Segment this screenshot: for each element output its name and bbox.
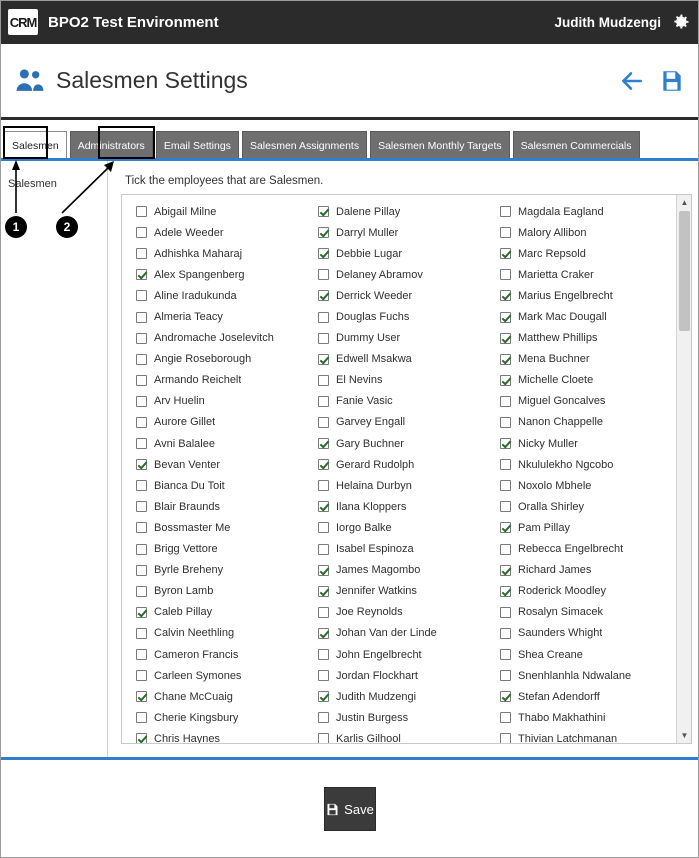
employee-row[interactable] <box>310 243 492 264</box>
employee-checkbox[interactable] <box>500 459 511 470</box>
employee-name-label: Armando Reichelt <box>154 374 242 387</box>
employee-name-label: El Nevins <box>336 374 383 387</box>
left-rail-label: Salesmen <box>8 178 57 190</box>
employee-name-label: Arv Huelin <box>154 395 205 408</box>
employee-checkbox[interactable] <box>136 206 147 217</box>
employee-row[interactable] <box>128 581 310 602</box>
employee-checkbox[interactable] <box>318 417 329 428</box>
employee-checkbox[interactable] <box>136 438 147 449</box>
employee-name-label: Thivian Latchmanan <box>518 732 618 744</box>
employee-row[interactable] <box>492 517 674 538</box>
employee-row[interactable] <box>128 454 310 475</box>
employee-checkbox[interactable] <box>136 670 147 681</box>
employee-name-label: Mena Buchner <box>518 353 590 366</box>
employee-name-label: Rosalyn Simacek <box>518 606 603 619</box>
employee-row[interactable] <box>310 644 492 665</box>
employee-name-label: Darryl Muller <box>336 226 399 239</box>
employee-name-label: Miguel Goncalves <box>518 395 606 408</box>
employee-row[interactable] <box>492 201 674 222</box>
left-rail <box>0 161 107 757</box>
employee-name-label: Caleb Pillay <box>154 606 213 619</box>
employee-checkbox[interactable] <box>500 290 511 301</box>
employee-checkbox[interactable] <box>500 396 511 407</box>
employee-row[interactable] <box>128 370 310 391</box>
employee-name-label: Michelle Cloete <box>518 374 594 387</box>
employee-row[interactable] <box>492 539 674 560</box>
employee-checkbox[interactable] <box>318 227 329 238</box>
save-button[interactable] <box>324 787 376 831</box>
employee-name-label: Matthew Phillips <box>518 332 598 345</box>
employee-name-label: Isabel Espinoza <box>336 543 414 556</box>
employee-row[interactable] <box>128 539 310 560</box>
tab-label: Salesmen Assignments <box>249 140 360 152</box>
employee-row[interactable] <box>492 665 674 686</box>
employee-row[interactable] <box>310 391 492 412</box>
employee-row[interactable] <box>492 728 674 744</box>
employee-name-label: Magdala Eagland <box>518 205 604 218</box>
employee-row[interactable] <box>310 496 492 517</box>
employee-name-label: Gary Buchner <box>336 437 404 450</box>
tab-salesmen-monthly-targets[interactable] <box>370 131 510 160</box>
employee-row[interactable] <box>128 306 310 327</box>
employee-row[interactable] <box>128 686 310 707</box>
employee-row[interactable] <box>128 201 310 222</box>
tab-salesmen-commercials[interactable] <box>513 131 640 160</box>
panel-instruction: Tick the employees that are Salesmen. <box>125 175 324 187</box>
employee-name-label: Pam Pillay <box>518 521 570 534</box>
employee-row[interactable] <box>310 728 492 744</box>
employee-name-label: Noxolo Mbhele <box>518 479 592 492</box>
employee-checkbox[interactable] <box>500 227 511 238</box>
employee-checkbox[interactable] <box>136 712 147 723</box>
employee-name-label: Thabo Makhathini <box>518 711 606 724</box>
employee-row[interactable] <box>128 243 310 264</box>
employee-name-label: Douglas Fuchs <box>336 311 410 324</box>
employee-row[interactable] <box>128 433 310 454</box>
employee-name-label: Malory Allibon <box>518 226 587 239</box>
employee-name-label: Bianca Du Toit <box>154 479 225 492</box>
employee-checkbox[interactable] <box>136 269 147 280</box>
employee-row[interactable] <box>492 222 674 243</box>
employee-row[interactable] <box>310 686 492 707</box>
employee-name-label: Blair Braunds <box>154 500 221 513</box>
employee-name-label: Calvin Neethling <box>154 627 235 640</box>
employee-row[interactable] <box>492 391 674 412</box>
employee-row[interactable] <box>492 328 674 349</box>
employee-row[interactable] <box>128 517 310 538</box>
employee-checkbox[interactable] <box>500 649 511 660</box>
employee-row[interactable] <box>310 581 492 602</box>
employee-checkbox[interactable] <box>136 586 147 597</box>
employee-row[interactable] <box>128 665 310 686</box>
employee-checkbox[interactable] <box>318 670 329 681</box>
employee-name-label: Avni Balalee <box>154 437 215 450</box>
employee-checkbox[interactable] <box>136 375 147 386</box>
employee-checkbox[interactable] <box>318 586 329 597</box>
employee-checkbox[interactable] <box>318 354 329 365</box>
employee-name-label: Joe Reynolds <box>336 606 403 619</box>
employee-checkbox[interactable] <box>136 649 147 660</box>
employee-name-label: Gerard Rudolph <box>336 458 415 471</box>
employee-row[interactable] <box>492 623 674 644</box>
employee-name-label: Marietta Craker <box>518 268 594 281</box>
employee-checkbox[interactable] <box>136 312 147 323</box>
employee-checkbox[interactable] <box>318 269 329 280</box>
current-user-label: Judith Mudzengi <box>554 14 661 30</box>
save-disk-icon[interactable] <box>659 68 685 94</box>
employee-checkbox[interactable] <box>136 459 147 470</box>
employee-name-label: Andromache Joselevitch <box>154 332 274 345</box>
employee-checkbox[interactable] <box>500 312 511 323</box>
employee-name-label: Judith Mudzengi <box>336 690 417 703</box>
employee-row[interactable] <box>310 285 492 306</box>
scrollbar-thumb[interactable] <box>679 211 690 331</box>
employee-name-label: Fanie Vasic <box>336 395 393 408</box>
employee-checkbox[interactable] <box>500 438 511 449</box>
employee-name-label: Dalene Pillay <box>336 205 401 218</box>
list-scrollbar[interactable] <box>676 195 691 743</box>
environment-title: BPO2 Test Environment <box>48 13 219 31</box>
page-header <box>0 44 699 120</box>
employee-name-label: Garvey Engall <box>336 416 406 429</box>
employee-checkbox[interactable] <box>136 544 147 555</box>
save-disk-icon <box>325 802 340 817</box>
employee-checkbox[interactable] <box>318 501 329 512</box>
employee-checkbox[interactable] <box>500 206 511 217</box>
employee-checkbox[interactable] <box>318 522 329 533</box>
employee-checkbox[interactable] <box>136 480 147 491</box>
employee-row[interactable] <box>310 665 492 686</box>
employee-checkbox[interactable] <box>318 607 329 618</box>
page-title: Salesmen Settings <box>56 67 248 93</box>
employee-checkbox[interactable] <box>318 544 329 555</box>
employee-name-label: Chane McCuaig <box>154 690 233 703</box>
employee-name-label: Richard James <box>518 564 592 577</box>
employee-column-3 <box>492 201 674 744</box>
employee-name-label: Helaina Durbyn <box>336 479 412 492</box>
employee-checkbox[interactable] <box>136 628 147 639</box>
employee-name-label: Angie Roseborough <box>154 353 252 366</box>
employee-columns <box>128 201 674 744</box>
employee-checkbox[interactable] <box>318 375 329 386</box>
employee-column-1 <box>128 201 310 744</box>
employee-name-label: Nkululekho Ngcobo <box>518 458 614 471</box>
employee-name-label: Iorgo Balke <box>336 521 392 534</box>
employee-row[interactable] <box>310 349 492 370</box>
save-bar <box>0 760 699 858</box>
employee-name-label: Almeria Teacy <box>154 311 223 324</box>
employee-row[interactable] <box>310 454 492 475</box>
employee-name-label: Alex Spangenberg <box>154 268 245 281</box>
employee-checkbox[interactable] <box>318 628 329 639</box>
employee-checkbox[interactable] <box>136 248 147 259</box>
annotation-marker-2 <box>56 216 78 238</box>
employee-row[interactable] <box>128 349 310 370</box>
employee-row[interactable] <box>492 285 674 306</box>
employee-checkbox[interactable] <box>500 417 511 428</box>
employee-row[interactable] <box>492 370 674 391</box>
employee-row[interactable] <box>128 560 310 581</box>
employee-row[interactable] <box>492 475 674 496</box>
employee-checkbox[interactable] <box>318 396 329 407</box>
employee-checkbox[interactable] <box>500 607 511 618</box>
employee-checkbox[interactable] <box>500 544 511 555</box>
employee-row[interactable] <box>492 707 674 728</box>
employee-name-label: Stefan Adendorff <box>518 690 600 703</box>
employee-row[interactable] <box>310 306 492 327</box>
employee-row[interactable] <box>128 264 310 285</box>
employee-checkbox[interactable] <box>136 354 147 365</box>
employee-row[interactable] <box>492 560 674 581</box>
tab-label: Salesmen Monthly Targets <box>378 140 502 152</box>
employee-row[interactable] <box>310 201 492 222</box>
employee-row[interactable] <box>310 560 492 581</box>
employee-row[interactable] <box>128 602 310 623</box>
tab-salesmen-assignments[interactable] <box>242 131 367 160</box>
employee-name-label: Shea Creane <box>518 648 583 661</box>
employee-checkbox[interactable] <box>500 333 511 344</box>
tab-label: Salesmen Commercials <box>520 140 632 152</box>
employee-checkbox-list[interactable] <box>121 194 692 744</box>
employee-row[interactable] <box>128 222 310 243</box>
tab-label: Salesmen <box>12 139 59 152</box>
employee-name-label: Johan Van der Linde <box>336 627 437 640</box>
employee-checkbox[interactable] <box>318 248 329 259</box>
employee-name-label: Delaney Abramov <box>336 268 423 281</box>
crm-logo: CRM <box>8 9 38 35</box>
employee-checkbox[interactable] <box>500 501 511 512</box>
tab-salesmen[interactable] <box>4 131 67 160</box>
employee-name-label: Byrle Breheny <box>154 564 224 577</box>
employee-row[interactable] <box>128 496 310 517</box>
employee-checkbox[interactable] <box>136 396 147 407</box>
employee-name-label: Karlis Gilhool <box>336 732 401 744</box>
employee-row[interactable] <box>492 264 674 285</box>
employee-checkbox[interactable] <box>136 733 147 744</box>
employee-checkbox[interactable] <box>318 733 329 744</box>
employee-name-label: Bevan Venter <box>154 458 221 471</box>
employee-row[interactable] <box>310 370 492 391</box>
employee-name-label: Edwell Msakwa <box>336 353 412 366</box>
tab-label: Email Settings <box>163 140 231 152</box>
employee-row[interactable] <box>128 412 310 433</box>
employee-row[interactable] <box>492 454 674 475</box>
employee-name-label: Ilana Kloppers <box>336 500 407 513</box>
employee-checkbox[interactable] <box>500 670 511 681</box>
employee-name-label: John Engelbrecht <box>336 648 422 661</box>
employee-name-label: Adele Weeder <box>154 226 224 239</box>
employee-row[interactable] <box>310 475 492 496</box>
employee-row[interactable] <box>128 707 310 728</box>
employee-checkbox[interactable] <box>136 417 147 428</box>
employee-name-label: Aurore Gillet <box>154 416 216 429</box>
employee-name-label: Chris Haynes <box>154 732 221 744</box>
employee-name-label: Abigail Milne <box>154 205 217 218</box>
employee-name-label: Saunders Whight <box>518 627 603 640</box>
employee-checkbox[interactable] <box>136 227 147 238</box>
employee-checkbox[interactable] <box>318 206 329 217</box>
employee-name-label: Marc Repsold <box>518 247 586 260</box>
employee-row[interactable] <box>310 412 492 433</box>
employee-row[interactable] <box>492 686 674 707</box>
salesmen-panel <box>107 161 699 757</box>
employee-row[interactable] <box>492 349 674 370</box>
employee-row[interactable] <box>310 539 492 560</box>
employee-name-label: Debbie Lugar <box>336 247 403 260</box>
salesmen-people-icon <box>12 63 48 99</box>
employee-row[interactable] <box>310 517 492 538</box>
employee-row[interactable] <box>310 264 492 285</box>
employee-checkbox[interactable] <box>500 522 511 533</box>
employee-checkbox[interactable] <box>318 691 329 702</box>
employee-checkbox[interactable] <box>136 691 147 702</box>
employee-checkbox[interactable] <box>136 501 147 512</box>
employee-row[interactable] <box>128 475 310 496</box>
employee-checkbox[interactable] <box>318 312 329 323</box>
employee-column-2 <box>310 201 492 744</box>
employee-checkbox[interactable] <box>500 565 511 576</box>
employee-name-label: Nicky Muller <box>518 437 578 450</box>
top-bar <box>0 0 699 44</box>
employee-row[interactable] <box>128 728 310 744</box>
employee-name-label: Rebecca Engelbrecht <box>518 543 624 556</box>
employee-checkbox[interactable] <box>318 649 329 660</box>
employee-checkbox[interactable] <box>136 333 147 344</box>
employee-name-label: Bossmaster Me <box>154 521 231 534</box>
employee-checkbox[interactable] <box>500 269 511 280</box>
employee-checkbox[interactable] <box>136 607 147 618</box>
employee-name-label: Justin Burgess <box>336 711 409 724</box>
employee-checkbox[interactable] <box>318 712 329 723</box>
employee-row[interactable] <box>128 623 310 644</box>
employee-name-label: Derrick Weeder <box>336 289 413 302</box>
employee-name-label: Cameron Francis <box>154 648 239 661</box>
page-header-actions <box>619 68 685 94</box>
save-button-label: Save <box>344 801 374 817</box>
employee-row[interactable] <box>492 306 674 327</box>
tab-administrators[interactable] <box>70 131 153 160</box>
employee-name-label: James Magombo <box>336 564 421 577</box>
employee-checkbox[interactable] <box>318 333 329 344</box>
employee-row[interactable] <box>492 496 674 517</box>
employee-row[interactable] <box>310 433 492 454</box>
chevron-down-icon[interactable]: ▼ <box>680 731 689 740</box>
top-bar-right <box>555 12 691 32</box>
employee-checkbox[interactable] <box>318 290 329 301</box>
employee-name-label: Adhishka Maharaj <box>154 247 243 260</box>
employee-checkbox[interactable] <box>500 354 511 365</box>
employee-row[interactable] <box>128 644 310 665</box>
employee-checkbox[interactable] <box>500 691 511 702</box>
annotation-number: 1 <box>12 220 20 234</box>
employee-row[interactable] <box>492 412 674 433</box>
employee-checkbox[interactable] <box>500 733 511 744</box>
employee-checkbox[interactable] <box>500 586 511 597</box>
employee-name-label: Mark Mac Dougall <box>518 311 607 324</box>
employee-checkbox[interactable] <box>500 480 511 491</box>
employee-checkbox[interactable] <box>500 628 511 639</box>
employee-row[interactable] <box>310 707 492 728</box>
employee-row[interactable] <box>310 328 492 349</box>
employee-name-label: Brigg Vettore <box>154 543 218 556</box>
employee-checkbox[interactable] <box>500 248 511 259</box>
employee-checkbox[interactable] <box>500 712 511 723</box>
employee-row[interactable] <box>492 243 674 264</box>
employee-row[interactable] <box>310 222 492 243</box>
employee-name-label: Jordan Flockhart <box>336 669 418 682</box>
annotation-number: 2 <box>63 220 71 234</box>
employee-checkbox[interactable] <box>136 522 147 533</box>
employee-name-label: Jennifer Watkins <box>336 585 417 598</box>
employee-name-label: Snenhlanhla Ndwalane <box>518 669 632 682</box>
gear-icon[interactable] <box>671 12 691 32</box>
chevron-up-icon[interactable]: ▲ <box>680 198 689 207</box>
employee-row[interactable] <box>128 328 310 349</box>
employee-row[interactable] <box>128 391 310 412</box>
employee-checkbox[interactable] <box>136 290 147 301</box>
employee-name-label: Nanon Chappelle <box>518 416 604 429</box>
annotation-marker-1 <box>5 216 27 238</box>
employee-row[interactable] <box>492 602 674 623</box>
employee-row[interactable] <box>492 433 674 454</box>
employee-name-label: Carleen Symones <box>154 669 242 682</box>
employee-name-label: Dummy User <box>336 332 401 345</box>
employee-row[interactable] <box>128 285 310 306</box>
tab-email-settings[interactable] <box>156 131 239 160</box>
employee-row[interactable] <box>310 623 492 644</box>
employee-checkbox[interactable] <box>318 565 329 576</box>
tab-bar <box>0 120 699 160</box>
employee-checkbox[interactable] <box>318 480 329 491</box>
employee-row[interactable] <box>310 602 492 623</box>
employee-name-label: Marius Engelbrecht <box>518 289 613 302</box>
employee-row[interactable] <box>492 644 674 665</box>
back-arrow-icon[interactable] <box>619 68 645 94</box>
employee-checkbox[interactable] <box>136 565 147 576</box>
employee-name-label: Oralla Shirley <box>518 500 585 513</box>
employee-name-label: Byron Lamb <box>154 585 214 598</box>
employee-checkbox[interactable] <box>318 438 329 449</box>
employee-name-label: Aline Iradukunda <box>154 289 237 302</box>
employee-checkbox[interactable] <box>500 375 511 386</box>
employee-checkbox[interactable] <box>318 459 329 470</box>
employee-name-label: Cherie Kingsbury <box>154 711 239 724</box>
employee-row[interactable] <box>492 581 674 602</box>
tab-label: Administrators <box>77 140 145 152</box>
employee-name-label: Roderick Moodley <box>518 585 607 598</box>
